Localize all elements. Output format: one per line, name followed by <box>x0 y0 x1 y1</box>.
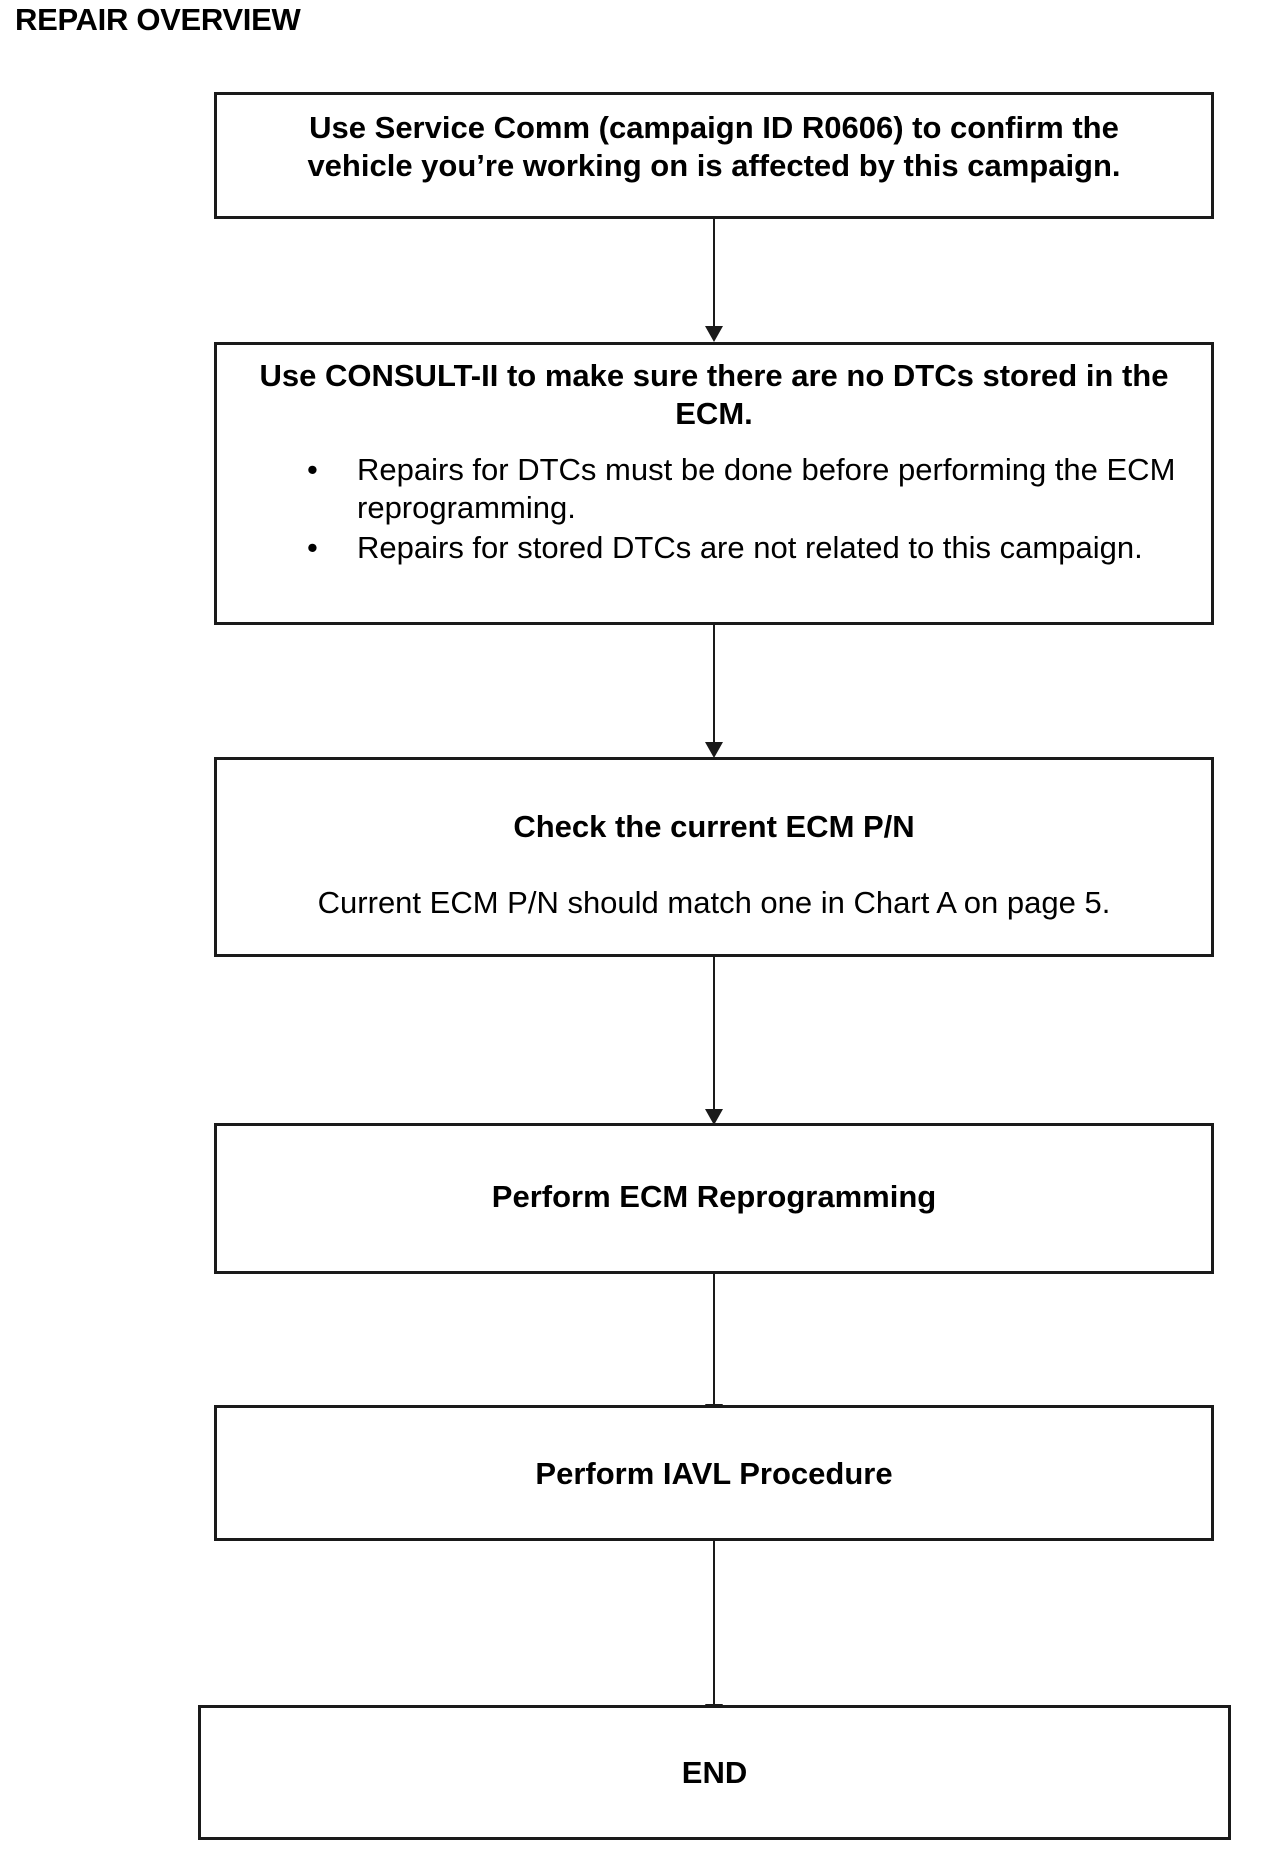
dtc-bullet-text: Repairs for stored DTCs are not related to this campaign. <box>357 530 1143 565</box>
connector-arrow <box>713 957 715 1110</box>
step-iavl-procedure-title: Perform IAVL Procedure <box>535 1456 893 1491</box>
connector-arrow <box>713 1274 715 1405</box>
dtc-bullet-text: Repairs for DTCs must be done before performing the ECM reprogramming. <box>357 452 1176 525</box>
step-check-ecm-pn <box>214 757 1214 957</box>
connector-arrow <box>713 219 715 327</box>
step-end <box>198 1705 1231 1840</box>
connector-arrow <box>713 625 715 743</box>
dtc-bullet-list <box>237 451 1191 567</box>
dtc-bullet-item <box>237 451 1191 527</box>
step-check-ecm-pn-note: Current ECM P/N should match one in Chart A on page 5. <box>317 885 1111 920</box>
step-confirm-campaign <box>214 92 1214 219</box>
arrowhead <box>705 742 723 758</box>
step-ecm-reprogramming-title: Perform ECM Reprogramming <box>491 1179 937 1214</box>
dtc-bullet-item <box>237 529 1191 567</box>
arrowhead <box>705 326 723 342</box>
step-ecm-reprogramming <box>214 1123 1214 1274</box>
step-check-dtcs <box>214 342 1214 625</box>
step-check-dtcs-title: Use CONSULT-II to make sure there are no DTCs stored in the ECM. <box>259 358 1169 431</box>
step-end-title: END <box>681 1755 748 1790</box>
step-check-ecm-pn-title: Check the current ECM P/N <box>513 809 915 844</box>
bullet-icon: • <box>307 452 318 487</box>
bullet-icon: • <box>307 530 318 565</box>
page-title: REPAIR OVERVIEW <box>15 2 301 37</box>
step-confirm-campaign-text: Use Service Comm (campaign ID R0606) to confirm the vehicle you’re working on is affected by this campaign. <box>307 110 1121 183</box>
connector-arrow <box>713 1541 715 1705</box>
step-iavl-procedure <box>214 1405 1214 1541</box>
